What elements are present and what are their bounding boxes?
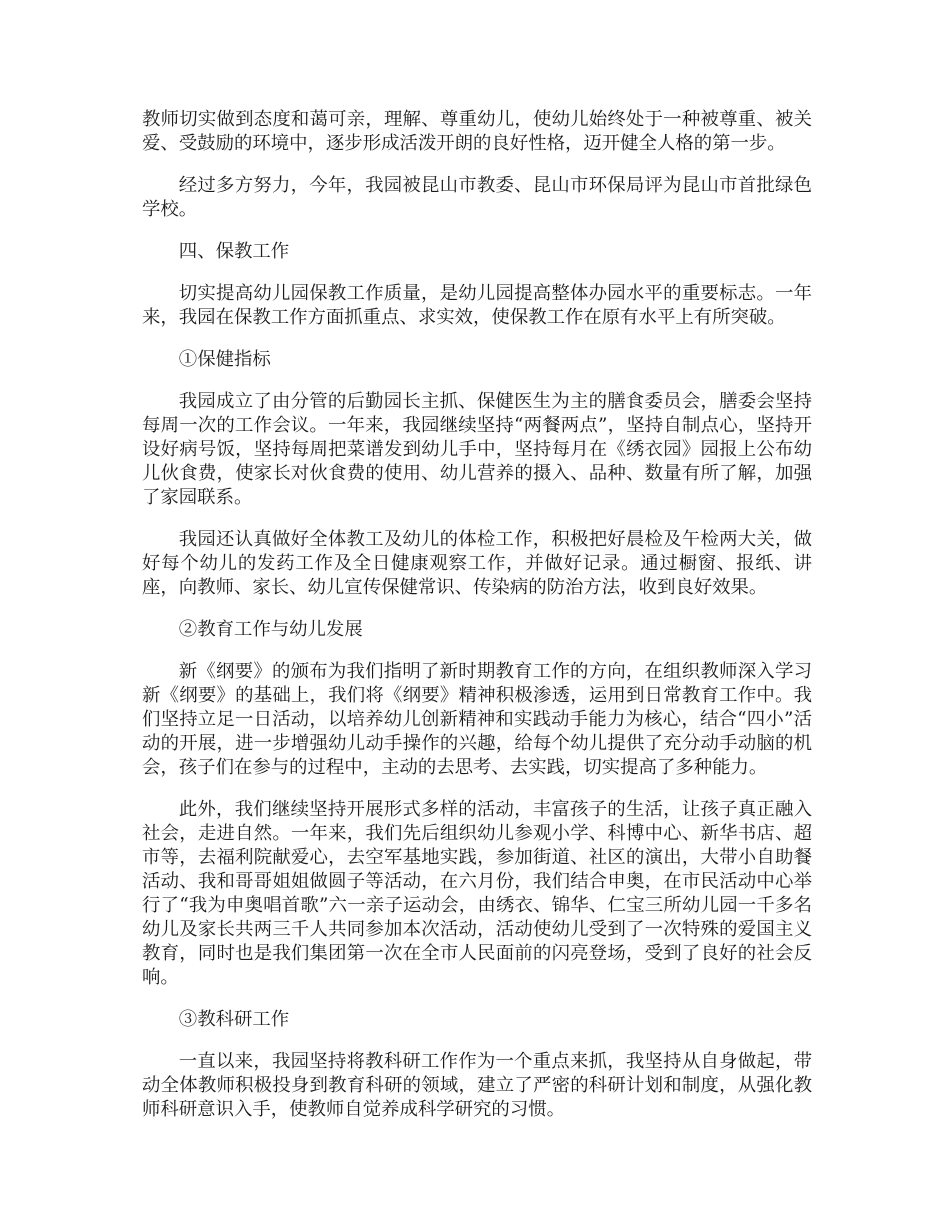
paragraph-new-outline: 新《纲要》的颁布为我们指明了新时期教育工作的方向，在组织教师深入学习新《纲要》的基础上，我们将《纲要》精神积极渗透，运用到日常教育工作中。我们坚持立足一日活动，以培养幼儿创新精神和实践动手能力为核心，结合“四小”活动的开展，进一步增强幼儿动手操作的兴趣，给每个幼儿提供了充分动手动脑的机会，孩子们在参与的过程中，主动的去思考、去实践，切实提高了多种能力。 (142, 661, 812, 778)
subheading-education-development: ②教育工作与幼儿发展 (178, 619, 363, 640)
document-page (142, 108, 812, 1140)
paragraph-activities: 此外，我们继续坚持开展形式多样的活动，丰富孩子的生活，让孩子真正融入社会，走进自然。一年来，我们先后组织幼儿参观小学、科博中心、新华书店、超市等，去福利院献爱心，去空军基地实践，参加街道、社区的演出，大带小自助餐活动、我和哥哥姐姐做圆子等活动，在六月份，我们结合申奥，在市民活动中心举行了“我为申奥唱首歌”六一亲子运动会，由绣衣、锦华、仁宝三所幼儿园一千多名幼儿及家长共两三千人共同参加本次活动，活动使幼儿受到了一次特殊的爱国主义教育，同时也是我们集团第一次在全市人民面前的闪亮登场，受到了良好的社会反响。 (142, 799, 812, 988)
paragraph-respect-children: 教师切实做到态度和蔼可亲，理解、尊重幼儿，使幼儿始终处于一种被尊重、被关爱、受鼓励的环境中，逐步形成活泼开朗的良好性格，迈开健全人格的第一步。 (142, 109, 812, 154)
subheading-research-work: ③教科研工作 (178, 1009, 290, 1030)
paragraph-green-school: 经过多方努力，今年，我园被昆山市教委、昆山市环保局评为昆山市首批绿色学校。 (142, 175, 812, 220)
section-heading-care-education: 四、保教工作 (178, 241, 290, 262)
paragraph-care-quality: 切实提高幼儿园保教工作质量，是幼儿园提高整体办园水平的重要标志。一年来，我园在保教工作方面抓重点、求实效，使保教工作在原有水平上有所突破。 (142, 283, 812, 328)
paragraph-research: 一直以来，我园坚持将教科研工作作为一个重点来抓，我坚持从自身做起，带动全体教师积极投身到教育科研的领域，建立了严密的科研计划和制度，从强化教师科研意识入手，使教师自觉养成科学研究的习惯。 (142, 1051, 812, 1120)
paragraph-health-checks: 我园还认真做好全体教工及幼儿的体检工作，积极把好晨检及午检两大关，做好每个幼儿的发药工作及全日健康观察工作，并做好记录。通过橱窗、报纸、讲座，向教师、家长、幼儿宣传保健常识、传染病的防治方法，收到良好效果。 (142, 529, 812, 598)
subheading-health-indicators: ①保健指标 (178, 349, 271, 370)
paragraph-diet-committee: 我园成立了由分管的后勤园长主抓、保健医生为主的膳食委员会，膳委会坚持每周一次的工作会议。一年来，我园继续坚持“两餐两点”，坚持自制点心，坚持开设好病号饭，坚持每周把菜谱发到幼儿手中，坚持每月在《绣衣园》园报上公布幼儿伙食费，使家长对伙食费的使用、幼儿营养的摄入、品种、数量有所了解，加强了家园联系。 (142, 391, 812, 508)
